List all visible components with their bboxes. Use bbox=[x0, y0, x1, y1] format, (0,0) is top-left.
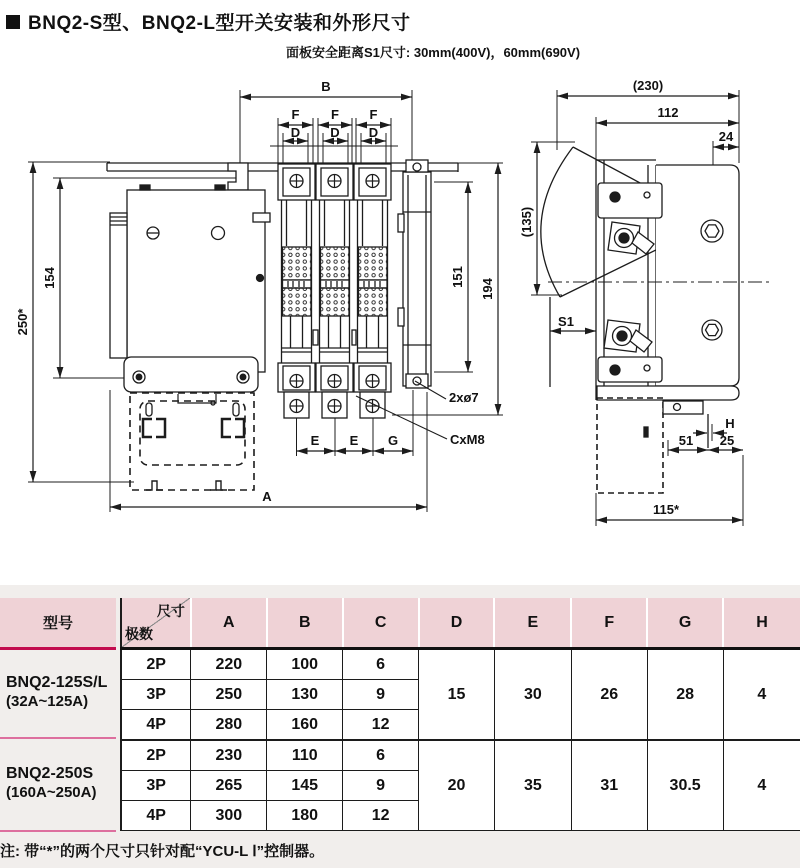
dim-e: 30 bbox=[494, 649, 571, 741]
dim-label-24: 24 bbox=[718, 129, 734, 144]
dim-label-230: (230) bbox=[632, 78, 664, 93]
dim-b: 160 bbox=[267, 710, 343, 741]
dim-label-151: 151 bbox=[450, 266, 465, 288]
dim-label-e1: E bbox=[310, 433, 320, 448]
dim-d: 15 bbox=[419, 649, 495, 741]
dim-c: 12 bbox=[343, 710, 419, 741]
dim-c: 9 bbox=[343, 771, 419, 801]
dim-label-g: G bbox=[387, 433, 399, 448]
dim-b: 145 bbox=[267, 771, 343, 801]
dim-label-f2: F bbox=[331, 107, 339, 122]
dim-label-d1: D bbox=[290, 125, 301, 140]
model-group-1 bbox=[0, 648, 116, 737]
dim-b: 100 bbox=[267, 649, 343, 680]
dim-label-f3: F bbox=[369, 107, 378, 122]
dim-b: 180 bbox=[267, 801, 343, 831]
header-poles-label: 极数 bbox=[125, 626, 153, 642]
dimensions-table bbox=[120, 598, 800, 831]
side-view-drawing bbox=[531, 90, 772, 526]
dim-g: 30.5 bbox=[647, 740, 723, 831]
table-row bbox=[121, 740, 800, 771]
callout-holes: 2xø7 bbox=[449, 390, 479, 405]
dim-label-s1: S1 bbox=[558, 314, 574, 329]
col-header-a: A bbox=[191, 598, 267, 649]
table-header-row bbox=[121, 598, 800, 649]
dim-d: 20 bbox=[419, 740, 495, 831]
dim-label-112: 112 bbox=[657, 105, 679, 120]
dim-label-a: A bbox=[262, 489, 272, 504]
dim-label-250: 250* bbox=[15, 308, 30, 336]
model-name: BNQ2-125S/L bbox=[6, 674, 108, 692]
dim-label-b: B bbox=[321, 79, 331, 94]
group-separator-line bbox=[0, 830, 116, 832]
table-row bbox=[121, 649, 800, 680]
dim-e: 35 bbox=[494, 740, 571, 831]
model-column-header: 型号 bbox=[0, 598, 116, 647]
dim-label-f1: F bbox=[291, 107, 300, 122]
poles-cell: 2P bbox=[121, 649, 191, 680]
model-range: (160A~250A) bbox=[6, 784, 97, 802]
model-name: BNQ2-250S bbox=[6, 765, 94, 783]
col-header-g: G bbox=[647, 598, 723, 649]
dim-a: 230 bbox=[191, 740, 267, 771]
dim-a: 300 bbox=[191, 801, 267, 831]
dim-label-d2: D bbox=[330, 125, 340, 140]
front-view-drawing bbox=[28, 90, 503, 512]
dim-label-e2: E bbox=[349, 433, 359, 448]
diagonal-header-cell bbox=[121, 598, 191, 649]
dim-a: 265 bbox=[191, 771, 267, 801]
dim-c: 9 bbox=[343, 680, 419, 710]
header-dim-label: 尺寸 bbox=[156, 603, 185, 619]
dim-c: 6 bbox=[343, 649, 419, 680]
dim-label-154: 154 bbox=[42, 267, 57, 289]
dim-label-h: H bbox=[725, 416, 735, 431]
col-header-f: F bbox=[571, 598, 647, 649]
dim-g: 28 bbox=[647, 649, 723, 741]
callout-screws: CxM8 bbox=[450, 432, 485, 447]
dim-h: 4 bbox=[723, 649, 800, 741]
dim-a: 220 bbox=[191, 649, 267, 680]
model-range: (32A~125A) bbox=[6, 693, 89, 711]
dim-c: 6 bbox=[343, 740, 419, 771]
footnote: 注: 带“*”的两个尺寸只针对配“YCU-L Ⅰ”控制器。 bbox=[0, 843, 325, 860]
dim-f: 26 bbox=[571, 649, 647, 741]
safety-distance-note: 面板安全距离S1尺寸: 30mm(400V)，60mm(690V) bbox=[286, 45, 581, 60]
poles-cell: 3P bbox=[121, 680, 191, 710]
dim-h: 4 bbox=[723, 740, 800, 831]
dim-b: 110 bbox=[267, 740, 343, 771]
poles-cell: 3P bbox=[121, 771, 191, 801]
col-header-b: B bbox=[267, 598, 343, 649]
col-header-h: H bbox=[723, 598, 800, 649]
page-title: BNQ2-S型、BNQ2-L型开关安装和外形尺寸 bbox=[28, 13, 411, 34]
dim-label-115: 115* bbox=[652, 502, 680, 517]
dim-label-194: 194 bbox=[480, 278, 495, 300]
col-header-c: C bbox=[343, 598, 419, 649]
poles-cell: 4P bbox=[121, 710, 191, 741]
dim-a: 280 bbox=[191, 710, 267, 741]
dim-label-135: (135) bbox=[519, 206, 534, 238]
dim-c: 12 bbox=[343, 801, 419, 831]
col-header-e: E bbox=[494, 598, 571, 649]
dim-label-25: 25 bbox=[719, 433, 735, 448]
col-header-d: D bbox=[419, 598, 495, 649]
dim-f: 31 bbox=[571, 740, 647, 831]
poles-cell: 2P bbox=[121, 740, 191, 771]
poles-cell: 4P bbox=[121, 801, 191, 831]
model-group-2 bbox=[0, 739, 116, 828]
dim-b: 130 bbox=[267, 680, 343, 710]
dim-label-d3: D bbox=[368, 125, 379, 140]
dim-label-51: 51 bbox=[678, 433, 694, 448]
dim-a: 250 bbox=[191, 680, 267, 710]
dimension-table-section bbox=[0, 585, 800, 868]
